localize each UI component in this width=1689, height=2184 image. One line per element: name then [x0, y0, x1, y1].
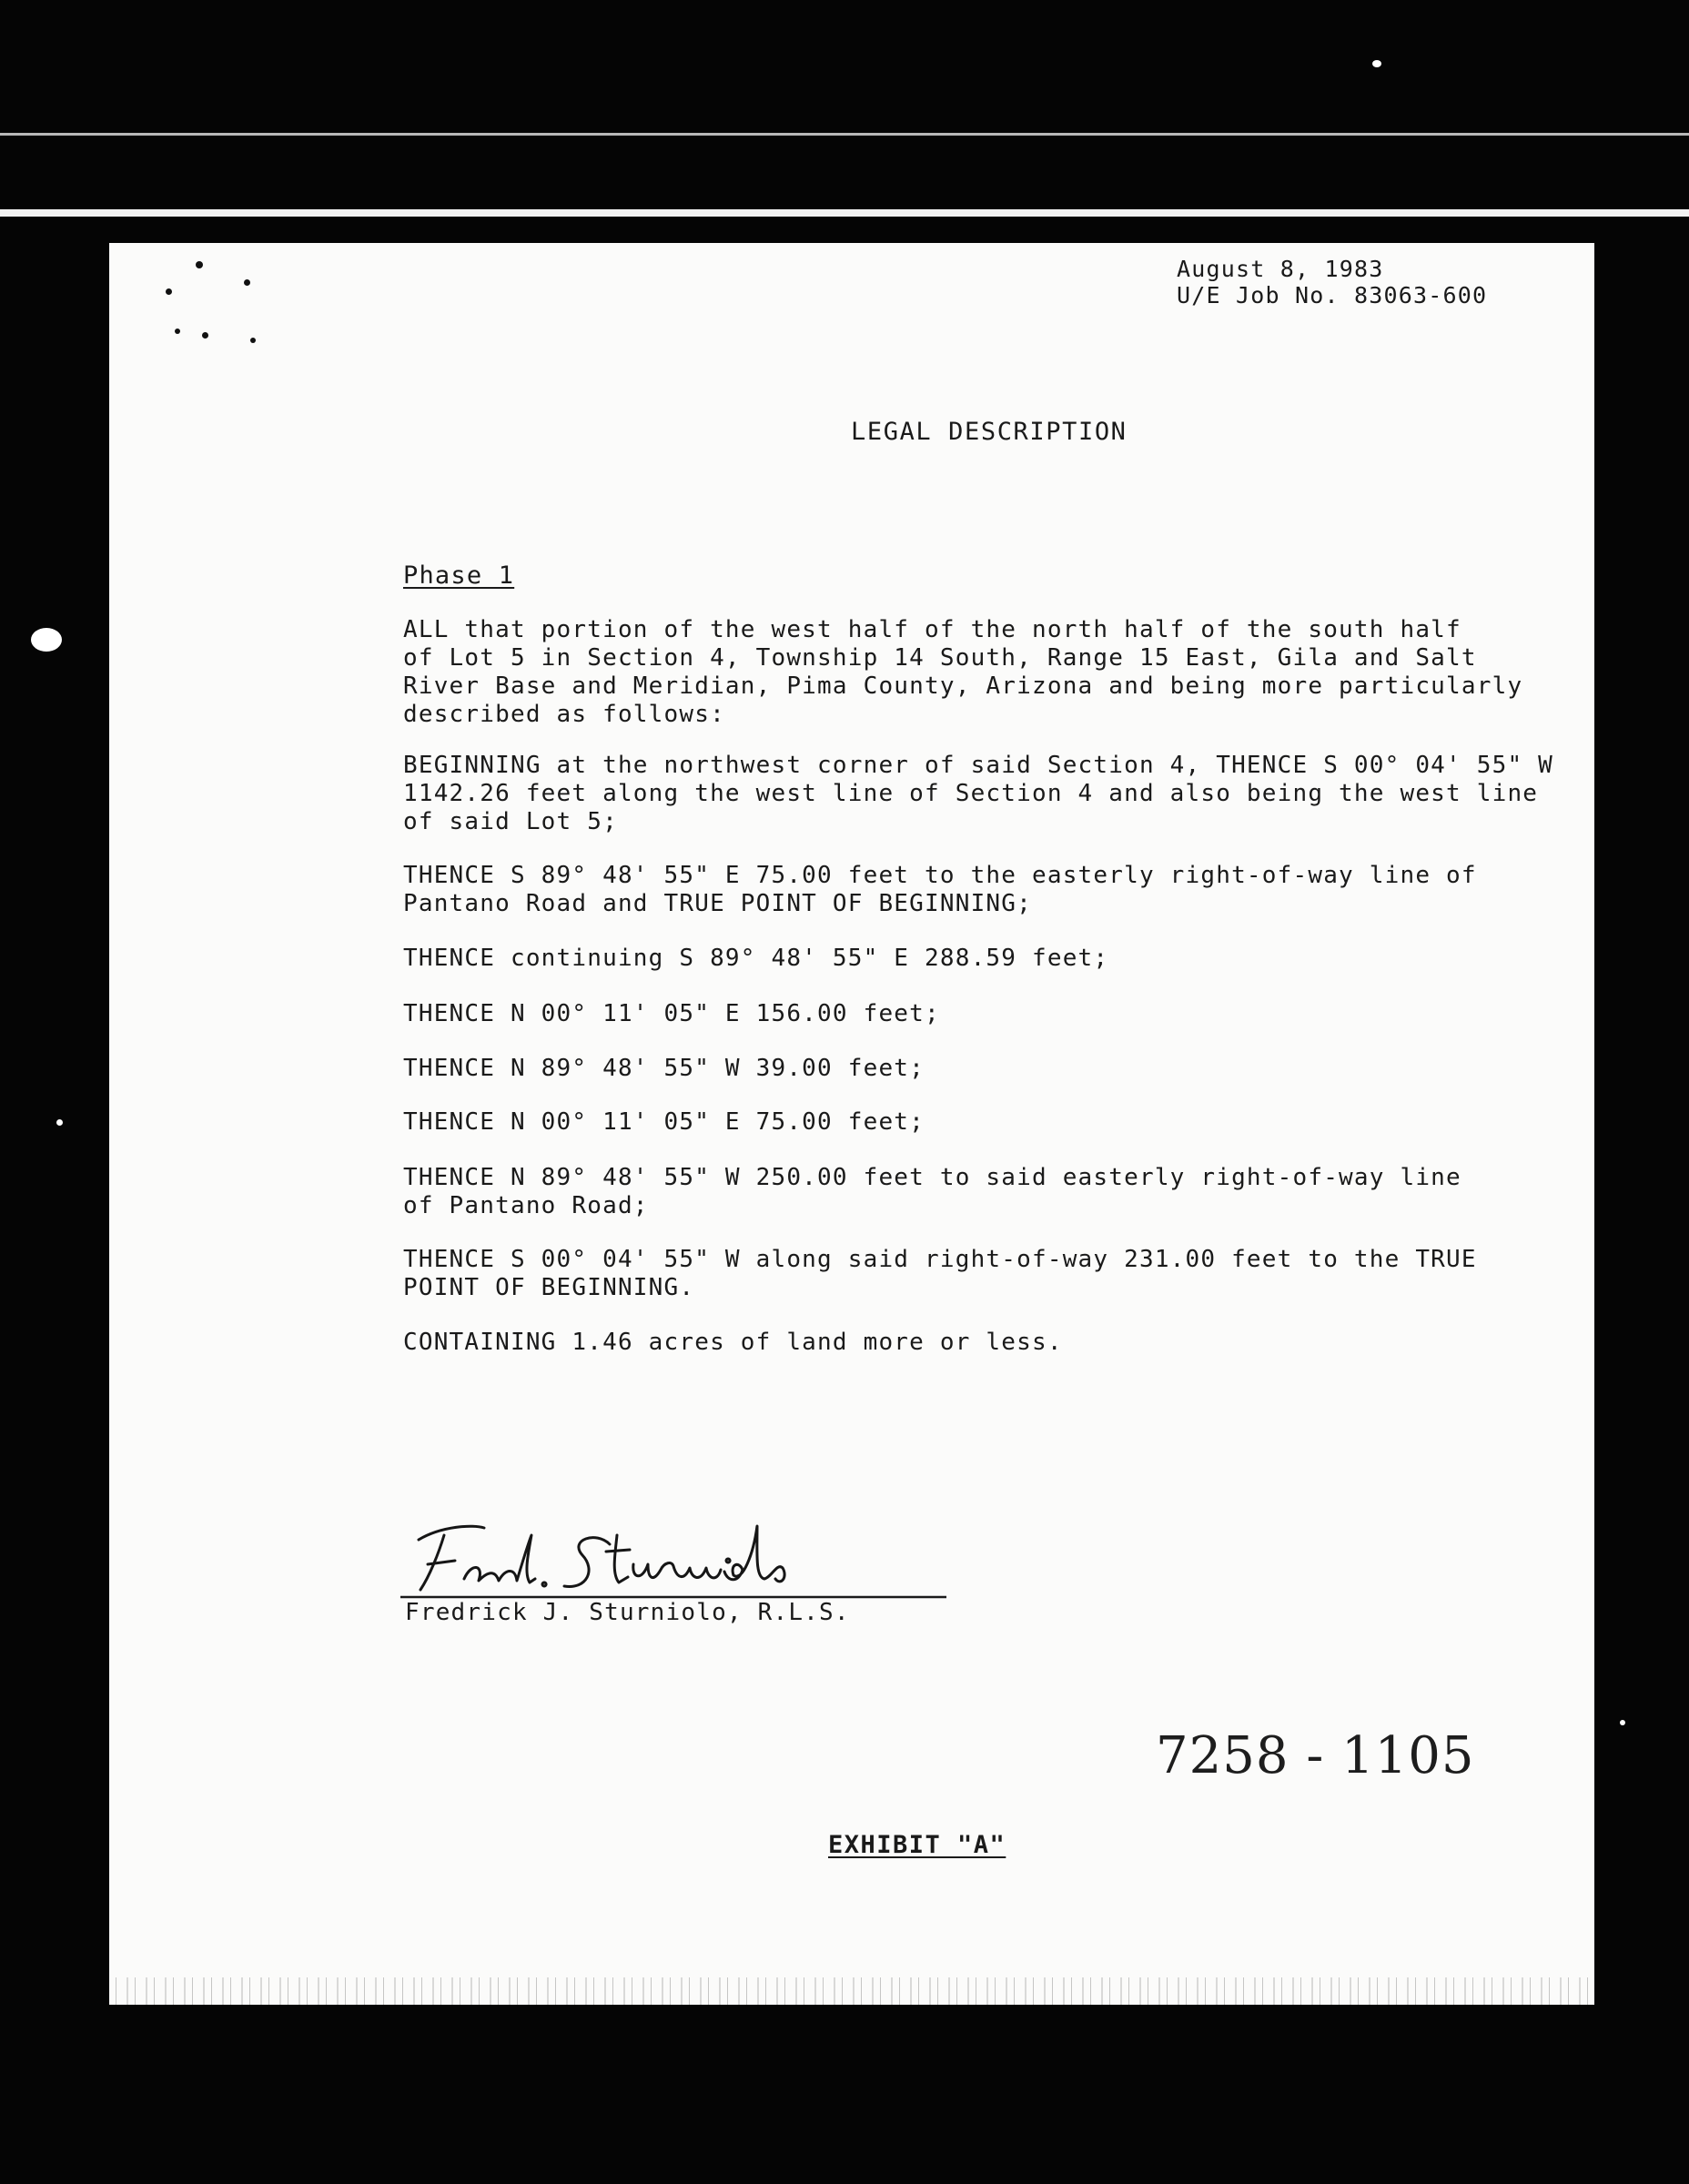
signature [400, 1499, 1074, 1599]
page-speck [175, 329, 180, 334]
paragraph: THENCE N 00° 11' 05" E 75.00 feet; [403, 1108, 925, 1136]
paragraph: ALL that portion of the west half of the north half of the south half of Lot 5 in Section 4, Township 14 South, Range 15 East, Gila and Salt River Base and Meridian, Pima County, Arizona and being more particularly described as follows: [403, 616, 1523, 728]
page-speck [166, 288, 172, 295]
document-title: LEGAL DESCRIPTION [851, 418, 1128, 446]
scan-edge-line [0, 209, 1689, 217]
page-speck [250, 338, 256, 343]
paragraph: CONTAINING 1.46 acres of land more or less. [403, 1329, 1063, 1356]
paragraph: THENCE S 89° 48' 55" E 75.00 feet to the easterly right-of-way line of Pantano Road and TRUE POINT OF BEGINNING; [403, 862, 1477, 917]
header-date: August 8, 1983 [1177, 256, 1384, 282]
paragraph: THENCE N 00° 11' 05" E 156.00 feet; [403, 1000, 940, 1027]
paragraph: THENCE N 89° 48' 55" W 250.00 feet to said easterly right-of-way line of Pantano Road; [403, 1164, 1461, 1219]
scan-noise-strip [109, 1977, 1594, 2005]
header-job-number: U/E Job No. 83063-600 [1177, 282, 1488, 308]
page-speck [196, 261, 203, 268]
page-speck [202, 332, 208, 339]
document-page [109, 243, 1594, 2005]
paragraph: THENCE continuing S 89° 48' 55" E 288.59 feet; [403, 945, 1109, 972]
section-heading: Phase 1 [403, 561, 515, 590]
paragraph: BEGINNING at the northwest corner of said Section 4, THENCE S 00° 04' 55" W 1142.26 feet along the west line of Section 4 and also being the west line of said Lot 5; [403, 752, 1553, 835]
paragraph: THENCE N 89° 48' 55" W 39.00 feet; [403, 1055, 925, 1082]
paragraph: THENCE S 00° 04' 55" W along said right-of-way 231.00 feet to the TRUE POINT OF BEGINNING. [403, 1246, 1477, 1301]
scan-speck [56, 1119, 63, 1126]
exhibit-label: EXHIBIT "A" [828, 1831, 1006, 1859]
page-speck [244, 279, 250, 286]
signer-name: Fredrick J. Sturniolo, R.L.S. [405, 1599, 850, 1626]
scan-speck [1372, 60, 1381, 67]
signature-graphic [400, 1499, 1074, 1599]
scan-speck [31, 628, 62, 652]
recording-number-stamp: 7258 - 1105 [1156, 1726, 1475, 1785]
scan-edge-line [0, 133, 1689, 136]
scan-speck [1620, 1720, 1625, 1725]
